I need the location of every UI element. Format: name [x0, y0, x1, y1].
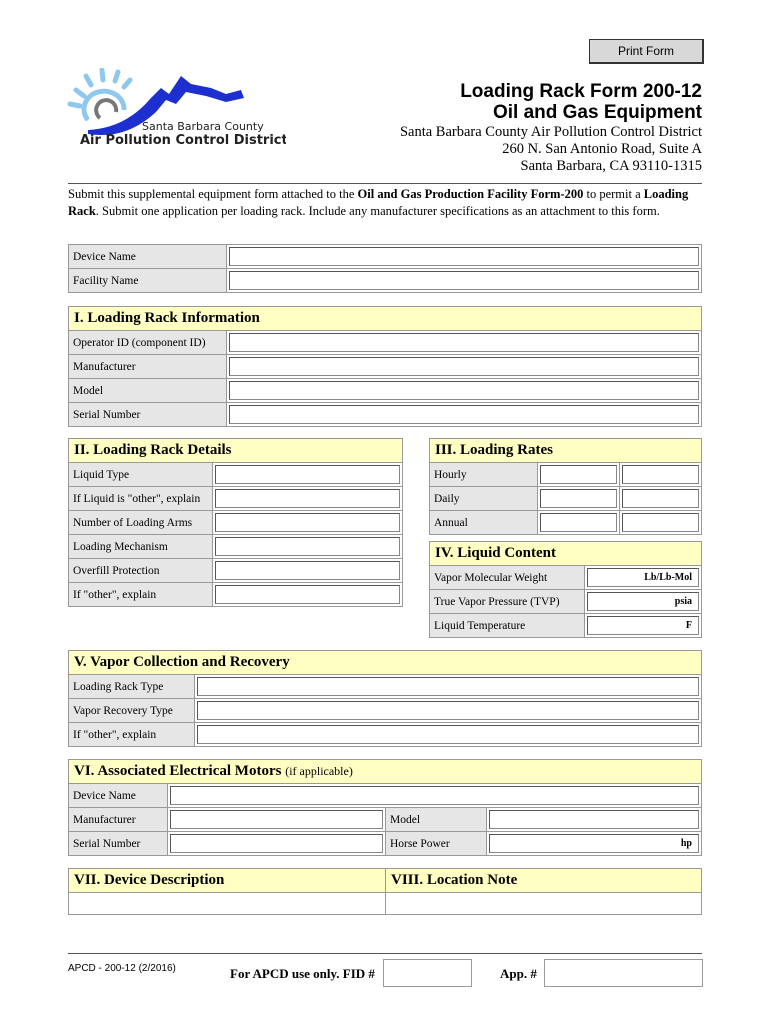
- fid-input[interactable]: [383, 959, 472, 987]
- row-label: If "other", explain: [69, 583, 213, 607]
- address-line: Santa Barbara County Air Pollution Control District: [399, 124, 702, 140]
- form-subtitle: Oil and Gas Equipment: [492, 102, 702, 123]
- row-label: Vapor Molecular Weight: [430, 566, 585, 590]
- loading-rack-type-input[interactable]: [197, 677, 699, 696]
- annual-input-2[interactable]: [622, 513, 699, 532]
- divider: [68, 183, 702, 184]
- row-label: If "other", explain: [69, 723, 195, 747]
- other-explain-input[interactable]: [215, 585, 400, 604]
- molecular-weight-input[interactable]: Lb/Lb-Mol: [587, 568, 699, 587]
- horse-power-input[interactable]: hp: [489, 834, 699, 853]
- motor-serial-input[interactable]: [170, 834, 383, 853]
- row-label: Overfill Protection: [69, 559, 213, 583]
- row-label: Liquid Temperature: [430, 614, 585, 638]
- row-label: Serial Number: [69, 403, 227, 427]
- facility-name-input[interactable]: [229, 271, 699, 290]
- row-label: Liquid Type: [69, 463, 213, 487]
- row-label: Number of Loading Arms: [69, 511, 213, 535]
- section-7-title: VII. Device Description: [69, 869, 386, 893]
- logo-text: Santa Barbara County: [142, 120, 264, 133]
- fid-label: For APCD use only. FID #: [230, 966, 375, 981]
- section-8-title: VIII. Location Note: [386, 869, 702, 893]
- location-note-textarea[interactable]: [386, 893, 702, 915]
- row-label: Hourly: [430, 463, 538, 487]
- overfill-protection-input[interactable]: [215, 561, 400, 580]
- device-name-label: Device Name: [69, 245, 227, 269]
- general-info-table: [68, 244, 702, 293]
- row-label: Operator ID (component ID): [69, 331, 227, 355]
- app-label: App. #: [500, 966, 537, 981]
- row-label: Loading Rack Type: [69, 675, 195, 699]
- section-6-title: VI. Associated Electrical Motors (if applicable): [69, 760, 702, 784]
- liquid-type-input[interactable]: [215, 465, 400, 484]
- row-label: If Liquid is "other", explain: [69, 487, 213, 511]
- row-label: Model: [69, 379, 227, 403]
- tvp-input[interactable]: psia: [587, 592, 699, 611]
- section-2: [68, 438, 403, 607]
- row-label: Model: [386, 808, 487, 832]
- section-6: [68, 759, 702, 856]
- form-code: APCD - 200-12 (2/2016): [68, 963, 176, 974]
- section-5: [68, 650, 702, 747]
- address-line: 260 N. San Antonio Road, Suite A: [502, 141, 702, 157]
- row-label: Vapor Recovery Type: [69, 699, 195, 723]
- row-label: Horse Power: [386, 832, 487, 856]
- hourly-input-1[interactable]: [540, 465, 617, 484]
- row-label: Loading Mechanism: [69, 535, 213, 559]
- motor-model-input[interactable]: [489, 810, 699, 829]
- section-4-title: IV. Liquid Content: [430, 542, 702, 566]
- manufacturer-input[interactable]: [229, 357, 699, 376]
- section-3-title: III. Loading Rates: [430, 439, 702, 463]
- model-input[interactable]: [229, 381, 699, 400]
- row-label: True Vapor Pressure (TVP): [430, 590, 585, 614]
- daily-input-2[interactable]: [622, 489, 699, 508]
- row-label: Manufacturer: [69, 355, 227, 379]
- loading-mechanism-input[interactable]: [215, 537, 400, 556]
- device-description-textarea[interactable]: [69, 893, 386, 915]
- loading-arms-input[interactable]: [215, 513, 400, 532]
- serial-number-input[interactable]: [229, 405, 699, 424]
- daily-input-1[interactable]: [540, 489, 617, 508]
- annual-input-1[interactable]: [540, 513, 617, 532]
- section-5-title: V. Vapor Collection and Recovery: [69, 651, 702, 675]
- row-label: Daily: [430, 487, 538, 511]
- app-input[interactable]: [544, 959, 703, 987]
- instructions: Submit this supplemental equipment form attached to the Oil and Gas Production Facility Form-200 to permit a Loading Rack. Submit one application per loading rack. Include any manufacturer specifications as an attachment to this form.: [68, 187, 689, 218]
- section-1-title: I. Loading Rack Information: [69, 307, 702, 331]
- section-3: [429, 438, 702, 535]
- row-label: Device Name: [69, 784, 168, 808]
- vapor-other-input[interactable]: [197, 725, 699, 744]
- motor-manufacturer-input[interactable]: [170, 810, 383, 829]
- device-name-input[interactable]: [229, 247, 699, 266]
- form-title: Loading Rack Form 200-12: [460, 81, 702, 102]
- operator-id-input[interactable]: [229, 333, 699, 352]
- section-4: [429, 541, 702, 638]
- vapor-recovery-type-input[interactable]: [197, 701, 699, 720]
- row-label: Manufacturer: [69, 808, 168, 832]
- facility-name-label: Facility Name: [69, 269, 227, 293]
- logo-icon: [66, 68, 286, 148]
- section-1: [68, 306, 702, 427]
- divider: [68, 953, 702, 954]
- address-line: Santa Barbara, CA 93110-1315: [520, 158, 702, 174]
- logo: [66, 68, 286, 148]
- print-form-button[interactable]: Print Form: [589, 39, 704, 64]
- section-2-title: II. Loading Rack Details: [69, 439, 403, 463]
- motor-device-name-input[interactable]: [170, 786, 699, 805]
- svg-text:Air Pollution Control District: Air Pollution Control District: [80, 133, 286, 148]
- hourly-input-2[interactable]: [622, 465, 699, 484]
- row-label: Serial Number: [69, 832, 168, 856]
- liquid-temperature-input[interactable]: F: [587, 616, 699, 635]
- section-7-8: [68, 868, 702, 915]
- row-label: Annual: [430, 511, 538, 535]
- liquid-other-input[interactable]: [215, 489, 400, 508]
